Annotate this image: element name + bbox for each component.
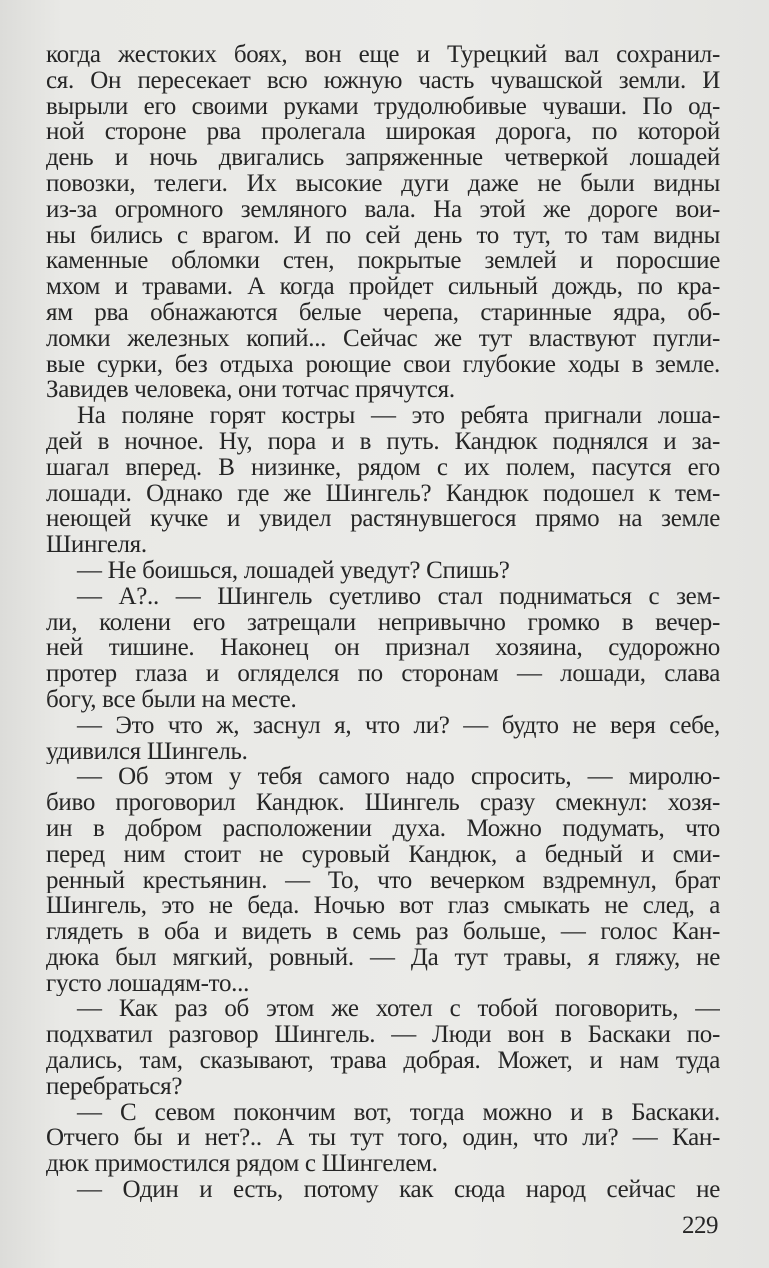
text-line: вые сурки, без отдыха роющие свои глубокие ходы в земле. xyxy=(46,351,720,378)
text-line: густо лошадям-то... xyxy=(46,970,250,997)
text-line: дей в ночное. Ну, пора и в путь. Кандюк поднялся и за- xyxy=(46,428,720,455)
text-line: — Как раз об этом же хотел с тобой поговорить, — xyxy=(77,996,720,1023)
text-line: каменные обломки стен, покрытые землей и поросшие xyxy=(46,248,720,275)
text-line: ли, колени его затрещали непривычно громко в вечер- xyxy=(46,609,720,636)
text-line: ломки железных копий... Сейчас же тут властвуют пугли- xyxy=(46,325,720,352)
text-line: — А?.. — Шингель суетливо стал подниматься с зем- xyxy=(77,583,720,610)
text-line: неющей кучке и увидел растянувшегося прямо на земле xyxy=(46,506,720,533)
text-line: — С севом покончим вот, тогда можно и в Баскаки. xyxy=(77,1099,720,1126)
book-page-text xyxy=(46,42,720,1203)
text-line: дались, там, сказывают, трава добрая. Может, и нам туда xyxy=(46,1048,720,1074)
text-line: На поляне горят костры — это ребята пригнали лоша- xyxy=(77,403,720,429)
text-line: ям рва обнажаются белые черепа, старинные ядра, об- xyxy=(46,299,720,326)
text-line: ной стороне рва пролегала широкая дорога, по которой xyxy=(46,119,720,146)
text-line: дюк примостился рядом с Шингелем. xyxy=(46,1151,438,1178)
text-line: глядеть в оба и видеть в семь раз больше, — голос Кан- xyxy=(46,919,720,945)
text-line: Отчего бы и нет?.. А ты тут того, один, что ли? — Кан- xyxy=(46,1125,720,1152)
text-line: ин в добром расположении духа. Можно подумать, что xyxy=(46,815,720,842)
text-line: Шингель, это не беда. Ночью вот глаз смыкать не след, а xyxy=(46,893,720,920)
text-line: Шингеля. xyxy=(46,532,147,558)
text-line: протер глаза и огляделся по сторонам — лошади, слава xyxy=(46,661,720,687)
text-line: ны бились с врагом. И по сей день то тут, то там видны xyxy=(46,222,720,249)
text-line: лошади. Однако где же Шингель? Кандюк подошел к тем- xyxy=(46,480,720,507)
text-line: ся. Он пересекает всю южную часть чувашской земли. И xyxy=(46,67,720,94)
text-line: богу, все были на месте. xyxy=(46,686,297,713)
text-line: шагал вперед. В низинке, рядом с их полем, пасутся его xyxy=(46,454,720,481)
text-line: биво проговорил Кандюк. Шингель сразу смекнул: хозя- xyxy=(46,790,720,816)
text-line: удивился Шингель. xyxy=(46,738,248,765)
text-line: когда жестоких боях, вон еще и Турецкий вал сохранил- xyxy=(46,42,720,68)
text-line: день и ночь двигались запряженные четверкой лошадей xyxy=(46,145,720,171)
page-number: 229 xyxy=(682,1212,718,1239)
text-line: дюка был мягкий, ровный. — Да тут травы, я гляжу, не xyxy=(46,944,720,971)
text-line: ней тишине. Наконец он признал хозяина, судорожно xyxy=(46,635,720,662)
text-line: — Один и есть, потому как сюда народ сейчас не xyxy=(77,1177,720,1203)
text-line: вырыли его своими руками трудолюбивые чуваши. По од- xyxy=(46,93,720,120)
text-line: Завидев человека, они тотчас прячутся. xyxy=(46,377,455,404)
text-line: повозки, телеги. Их высокие дуги даже не были видны xyxy=(46,170,720,197)
text-line: — Не боишься, лошадей уведут? Спишь? xyxy=(77,557,510,584)
text-line: — Об этом у тебя самого надо спросить, — миролю- xyxy=(77,764,720,791)
text-line: перебраться? xyxy=(46,1073,183,1100)
text-line: — Это что ж, заснул я, что ли? — будто не веря себе, xyxy=(77,712,720,739)
text-line: из-за огромного земляного вала. На этой же дороге вои- xyxy=(46,196,720,223)
text-line: подхватил разговор Шингель. — Люди вон в Баскаки по- xyxy=(46,1022,720,1049)
text-line: мхом и травами. А когда пройдет сильный дождь, по кра- xyxy=(46,274,720,300)
text-line: ренный крестьянин. — То, что вечерком вздремнул, брат xyxy=(46,867,720,894)
text-line: перед ним стоит не суровый Кандюк, а бедный и сми- xyxy=(46,841,720,868)
